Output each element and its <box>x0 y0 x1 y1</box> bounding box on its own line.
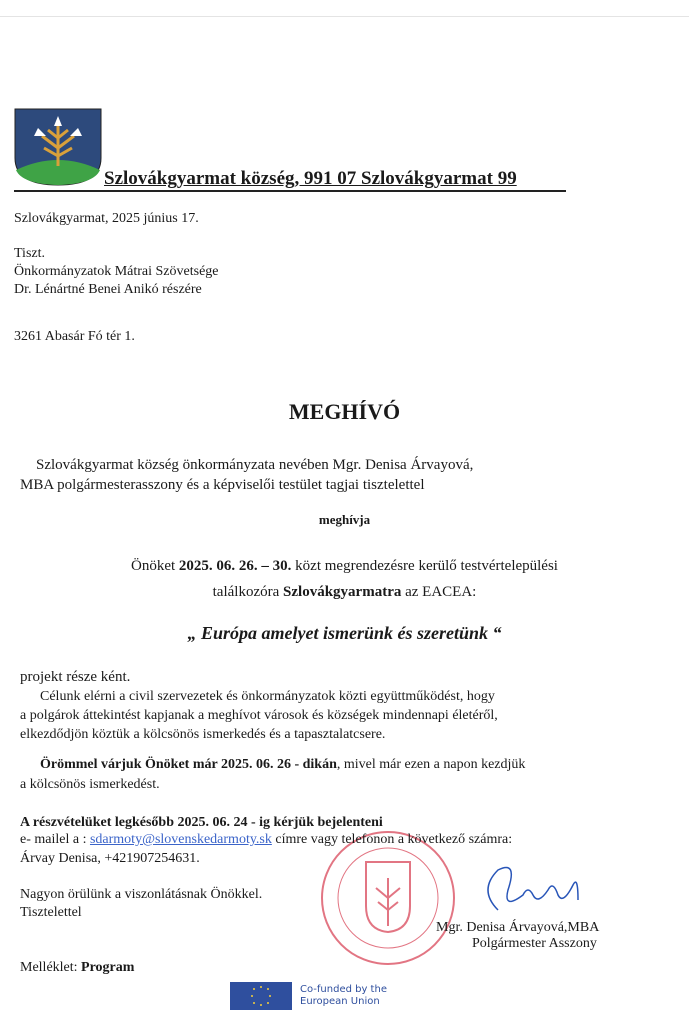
event-line <box>0 557 689 575</box>
intro-line: MBA polgármesterasszony és a képviselői testület tagjai tisztelettel <box>20 477 425 493</box>
eu-flag-icon <box>230 982 292 1010</box>
invites-text: meghívja <box>318 512 371 527</box>
eu-cofunded-logo <box>230 982 387 1010</box>
event-place: Szlovákgyarmatra <box>283 584 402 600</box>
signatory-name: Mgr. Denisa Árvayová,MBA <box>436 920 600 935</box>
rsvp-line <box>20 832 512 848</box>
event-text: az EACEA: <box>401 584 477 600</box>
coat-of-arms-logo <box>14 108 102 186</box>
closing-line: Nagyon örülünk a viszonlátásnak Önökkel. <box>20 887 263 902</box>
event-text: közt megrendezésre kerülő testvértelepülési <box>291 558 558 574</box>
welcome-line-2: a kölcsönös ismerkedést. <box>20 777 160 792</box>
project-title-quote: „ Európa amelyet ismerünk és szeretünk “ <box>187 623 502 643</box>
attachment-label: Melléklet: <box>20 960 82 975</box>
event-text: Önöket <box>131 558 179 574</box>
welcome-line <box>40 757 525 773</box>
closing-line: Tisztelettel <box>20 905 82 920</box>
official-stamp <box>318 828 458 968</box>
signature <box>478 860 598 920</box>
recipient-line: Dr. Lénártné Benei Anikó részére <box>14 282 202 297</box>
welcome-text: , mivel már ezen a napon kezdjük <box>336 757 526 772</box>
letter-date: Szlovákgyarmat, 2025 június 17. <box>14 211 199 226</box>
rsvp-heading: A részvételüket legkésőbb 2025. 06. 24 - ig kérjük bejelenteni <box>20 815 383 830</box>
goal-line: elkezdődjön köztük a kölcsönös ismerkedés és a tapasztalatcsere. <box>20 727 386 742</box>
intro-line: Szlovákgyarmat község önkormányzata nevében Mgr. Denisa Árvayová, <box>36 457 474 473</box>
goal-line: Célunk elérni a civil szervezetek és önkormányzatok közti együttműködést, hogy <box>40 689 495 704</box>
eu-text-block <box>300 984 387 1008</box>
goal-line: a polgárok áttekintést kapjanak a meghívot városok és községek mindennapi életéről, <box>20 708 498 723</box>
signatory-role: Polgármester Asszony <box>472 936 597 951</box>
rsvp-text: e- mailel a : <box>20 832 90 847</box>
event-line-2 <box>0 583 689 601</box>
eu-text: Co-funded by the <box>300 984 387 995</box>
document-title: MEGHÍVÓ <box>288 399 401 424</box>
rsvp-contact: Árvay Denisa, +421907254631. <box>20 851 200 866</box>
letterhead-rule <box>14 190 566 192</box>
recipient-line: Tiszt. <box>14 246 46 261</box>
rsvp-text: címre vagy telefonon a következő számra: <box>271 832 513 847</box>
recipient-address: 3261 Abasár Fó tér 1. <box>14 329 135 344</box>
recipient-line: Önkormányzatok Mátrai Szövetsége <box>14 264 219 279</box>
letterhead-title: Szlovákgyarmat község, 991 07 Szlovákgyarmat 99 <box>104 168 517 189</box>
scan-edge-line <box>0 16 689 17</box>
event-dates: 2025. 06. 26. – 30. <box>178 558 292 574</box>
email-link[interactable]: sdarmoty@slovenskedarmoty.sk <box>89 832 272 847</box>
attachment-line <box>20 960 134 976</box>
event-text: találkozóra <box>212 584 284 600</box>
eu-text: European Union <box>300 996 380 1007</box>
project-text: projekt része ként. <box>20 669 131 685</box>
attachment-value: Program <box>81 960 135 975</box>
welcome-emphasis: Örömmel várjuk Önöket már 2025. 06. 26 - dikán <box>40 757 337 772</box>
